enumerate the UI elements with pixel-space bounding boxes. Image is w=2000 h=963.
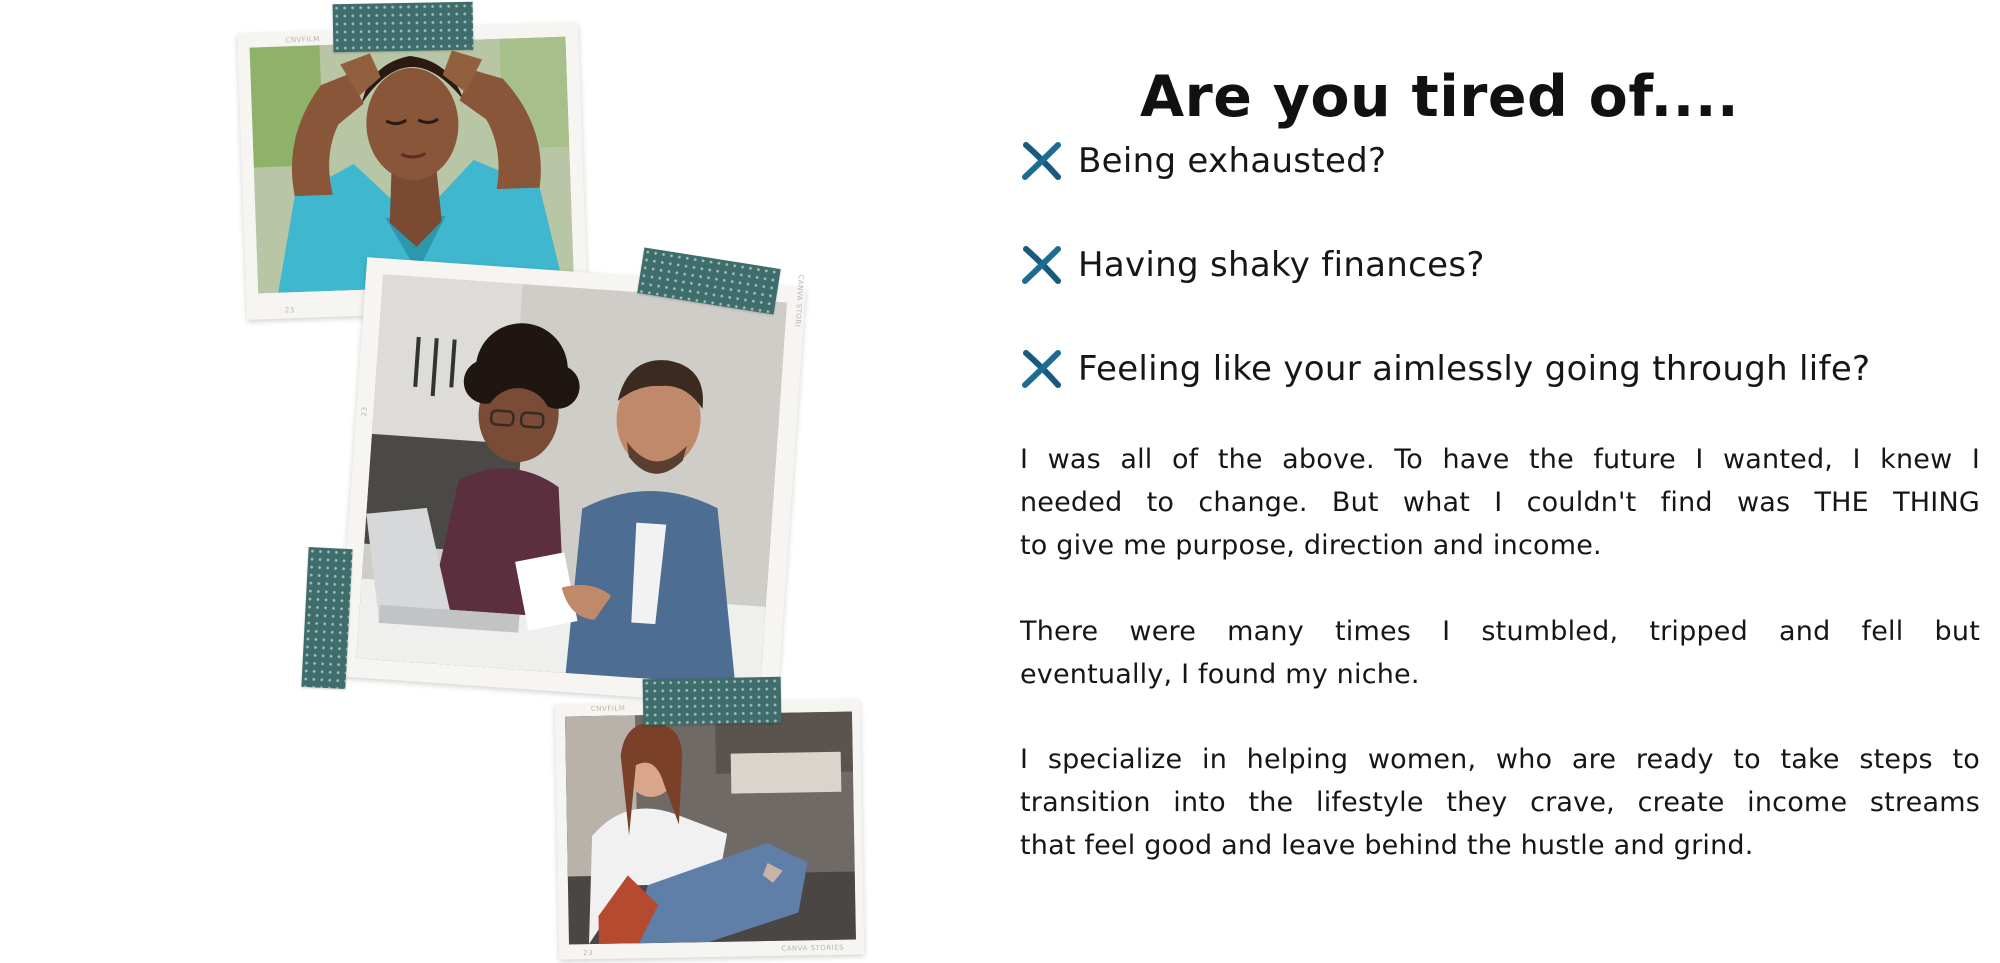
photo-illustration	[565, 711, 856, 944]
washi-tape	[301, 547, 352, 689]
young-woman-sitting-photo	[565, 711, 856, 944]
checklist-label: Feeling like your aimlessly going through life?	[1078, 349, 1871, 389]
frame-mark: CNVFILM	[590, 704, 626, 714]
frame-mark: CANVA STORIES	[781, 943, 845, 953]
x-mark-icon	[1020, 347, 1064, 391]
paragraph-line: transition into the lifestyle they crave, create income streams	[1020, 787, 1980, 818]
frame-mark: CNVFILM	[285, 35, 320, 45]
checklist-item	[1020, 240, 1485, 290]
couple-reviewing-bills-photo	[356, 274, 787, 686]
x-mark-icon	[1020, 139, 1064, 183]
photo-illustration	[356, 274, 787, 686]
frame-mark: 23	[360, 406, 369, 417]
washi-tape	[333, 2, 474, 52]
woman-holding-head-photo	[250, 37, 574, 294]
paragraph-line: I was all of the above. To have the future I wanted, I knew I	[1020, 444, 1980, 475]
polaroid-frame-2	[338, 257, 806, 707]
paragraph-line: needed to change. But what I couldn't find was THE THING	[1020, 487, 1980, 518]
checklist-label: Being exhausted?	[1078, 141, 1387, 181]
frame-mark: 23	[284, 306, 295, 315]
page-title: Are you tired of....	[1140, 64, 1740, 131]
x-mark-icon	[1020, 243, 1064, 287]
specialty-paragraph	[1020, 738, 1980, 867]
checklist-item	[1020, 344, 1870, 394]
photo-illustration	[250, 37, 574, 294]
paragraph-line: eventually, I found my niche.	[1020, 659, 1420, 690]
paragraph-line: There were many times I stumbled, tripped and fell but	[1020, 616, 1980, 647]
paragraph-line: that feel good and leave behind the hustle and grind.	[1020, 830, 1754, 861]
checklist-label: Having shaky finances?	[1078, 245, 1485, 285]
polaroid-frame-3	[555, 699, 864, 959]
frame-mark: CANVA STORI	[793, 274, 806, 328]
story-paragraph	[1020, 610, 1980, 696]
washi-tape	[643, 677, 782, 725]
paragraph-line: to give me purpose, direction and income.	[1020, 530, 1602, 561]
paragraph-line: I specialize in helping women, who are ready to take steps to	[1020, 744, 1980, 775]
intro-paragraph	[1020, 438, 1980, 567]
checklist-item	[1020, 136, 1386, 186]
frame-mark: 23	[583, 949, 594, 958]
